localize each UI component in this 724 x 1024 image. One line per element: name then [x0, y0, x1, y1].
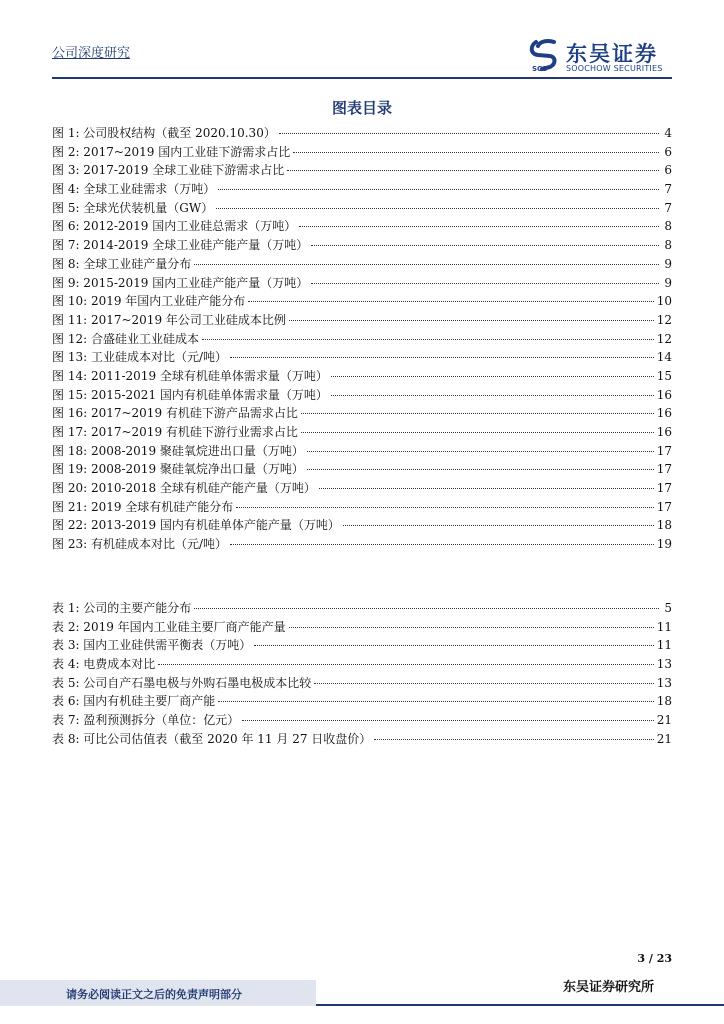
toc-leader-dots	[311, 283, 659, 284]
toc-entry-page: 21	[656, 731, 672, 746]
toc-entry-label: 图 16: 2017~2019 有机硅下游产品需求占比	[52, 406, 298, 421]
toc-entry-label: 表 8: 可比公司估值表（截至 2020 年 11 月 27 日收盘价）	[52, 731, 372, 746]
toc-entry[interactable]	[52, 711, 672, 730]
toc-leader-dots	[230, 544, 654, 545]
toc-leader-dots	[218, 701, 653, 702]
toc-entry-page: 15	[656, 368, 672, 383]
toc-entry-label: 图 7: 2014-2019 全球工业硅产能产量（万吨）	[52, 238, 309, 253]
toc-entry-label: 表 5: 公司自产石墨电极与外购石墨电极成本比较	[52, 675, 312, 690]
toc-entry-label: 表 3: 国内工业硅供需平衡表（万吨）	[52, 638, 252, 653]
toc-entry-label: 图 5: 全球光伏装机量（GW）	[52, 200, 214, 215]
toc-entry[interactable]	[52, 143, 672, 162]
toc-entry[interactable]	[52, 423, 672, 442]
toc-entry[interactable]	[52, 498, 672, 517]
company-logo	[528, 38, 678, 74]
toc-entry-label: 表 6: 国内有机硅主要厂商产能	[52, 694, 216, 709]
toc-leader-dots	[242, 720, 653, 721]
toc-entry-page: 17	[656, 462, 672, 477]
toc-entry[interactable]	[52, 479, 672, 498]
toc-entry[interactable]	[52, 655, 672, 674]
toc-leader-dots	[307, 469, 654, 470]
toc-entry-label: 图 20: 2010-2018 全球有机硅产能产量（万吨）	[52, 481, 316, 496]
toc-entry-page: 8	[664, 238, 672, 253]
toc-leader-dots	[218, 189, 659, 190]
figure-list	[52, 124, 672, 554]
toc-entry[interactable]	[52, 180, 672, 199]
toc-entry[interactable]	[52, 692, 672, 711]
toc-entry-label: 图 6: 2012-2019 国内工业硅总需求（万吨）	[52, 219, 297, 234]
toc-entry-page: 13	[656, 657, 672, 672]
toc-leader-dots	[236, 507, 653, 508]
logo-chinese-name: 东吴证券	[566, 42, 658, 66]
toc-entry[interactable]	[52, 274, 672, 293]
toc-leader-dots	[158, 664, 653, 665]
toc-entry[interactable]	[52, 674, 672, 693]
toc-entry-page: 6	[664, 163, 672, 178]
toc-entry-page: 16	[656, 387, 672, 402]
toc-leader-dots	[293, 152, 659, 153]
toc-entry[interactable]	[52, 730, 672, 749]
toc-entry-page: 12	[656, 312, 672, 327]
toc-entry-label: 图 23: 有机硅成本对比（元/吨）	[52, 537, 227, 552]
toc-entry[interactable]	[52, 236, 672, 255]
toc-entry-page: 21	[656, 713, 672, 728]
toc-entry-page: 7	[664, 182, 672, 197]
toc-leader-dots	[299, 226, 659, 227]
svg-text:SCS: SCS	[532, 65, 548, 72]
report-category: 公司深度研究	[52, 46, 131, 61]
toc-entry[interactable]	[52, 460, 672, 479]
toc-entry-label: 图 19: 2008-2019 聚硅氧烷净出口量（万吨）	[52, 462, 304, 477]
toc-entry[interactable]	[52, 292, 672, 311]
toc-entry-page: 9	[664, 275, 672, 290]
toc-entry-label: 图 2: 2017~2019 国内工业硅下游需求占比	[52, 144, 291, 159]
toc-leader-dots	[254, 645, 653, 646]
toc-entry-page: 18	[656, 694, 672, 709]
toc-entry-page: 11	[656, 619, 672, 634]
toc-entry-label: 表 1: 公司的主要产能分布	[52, 601, 192, 615]
toc-entry-page: 17	[656, 499, 672, 514]
toc-entry-page: 16	[656, 425, 672, 439]
toc-entry-label: 图 12: 合盛硅业工业硅成本	[52, 331, 199, 346]
toc-leader-dots	[194, 608, 659, 609]
toc-entry-label: 图 10: 2019 年国内工业硅产能分布	[52, 294, 246, 309]
toc-leader-dots	[248, 301, 653, 302]
toc-entry-page: 5	[664, 601, 672, 615]
toc-entry-page: 4	[664, 126, 672, 140]
toc-title: 图表目录	[331, 99, 392, 117]
toc-entry[interactable]	[52, 124, 672, 143]
toc-entry-label: 图 18: 2008-2019 聚硅氧烷进出口量（万吨）	[52, 443, 304, 458]
toc-entry-label: 表 4: 电费成本对比	[52, 657, 156, 672]
toc-leader-dots	[374, 739, 653, 740]
toc-entry-page: 11	[656, 638, 672, 653]
toc-leader-dots	[331, 395, 654, 396]
toc-leader-dots	[279, 133, 659, 134]
toc-entry-page: 16	[656, 406, 672, 421]
toc-entry[interactable]	[52, 161, 672, 180]
toc-entry-label: 表 7: 盈利预测拆分（单位：亿元）	[52, 713, 240, 728]
toc-leader-dots	[343, 525, 654, 526]
toc-entry[interactable]	[52, 330, 672, 349]
toc-leader-dots	[194, 264, 659, 265]
toc-entry-page: 7	[664, 200, 672, 215]
toc-leader-dots	[301, 432, 654, 433]
toc-entry-label: 图 14: 2011-2019 全球有机硅单体需求量（万吨）	[52, 368, 328, 383]
toc-entry[interactable]	[52, 599, 672, 618]
toc-entry-label: 图 21: 2019 全球有机硅产能分布	[52, 499, 234, 514]
toc-entry-label: 图 1: 公司股权结构（截至 2020.10.30）	[52, 126, 276, 140]
toc-leader-dots	[331, 376, 654, 377]
toc-entry-page: 17	[656, 443, 672, 458]
toc-entry[interactable]	[52, 255, 672, 274]
toc-entry-page: 9	[664, 256, 672, 271]
page-number: 3 / 23	[637, 952, 672, 965]
toc-leader-dots	[287, 170, 659, 171]
toc-leader-dots	[301, 413, 654, 414]
footer-disclaimer: 请务必阅读正文之后的免责声明部分	[66, 988, 242, 1001]
toc-entry-page: 10	[656, 294, 672, 309]
toc-entry-label: 图 4: 全球工业硅需求（万吨）	[52, 182, 216, 197]
toc-leader-dots	[289, 320, 654, 321]
toc-entry-label: 表 2: 2019 年国内工业硅主要厂商产能产量	[52, 619, 286, 634]
toc-entry-label: 图 15: 2015-2021 国内有机硅单体需求量（万吨）	[52, 387, 328, 402]
footer-divider	[316, 1004, 724, 1006]
toc-entry-label: 图 3: 2017-2019 全球工业硅下游需求占比	[52, 163, 285, 178]
toc-entry-label: 图 9: 2015-2019 国内工业硅产能产量（万吨）	[52, 275, 309, 290]
table-list	[52, 599, 672, 749]
toc-leader-dots	[289, 627, 654, 628]
toc-entry[interactable]	[52, 367, 672, 386]
logo-english-name: SOOCHOW SECURITIES	[566, 64, 663, 73]
toc-entry[interactable]	[52, 217, 672, 236]
toc-entry[interactable]	[52, 386, 672, 405]
footer-organization: 东吴证券研究所	[562, 980, 654, 995]
toc-leader-dots	[216, 208, 659, 209]
toc-entry-label: 图 11: 2017~2019 年公司工业硅成本比例	[52, 312, 286, 327]
toc-entry-label: 图 22: 2013-2019 国内有机硅单体产能产量（万吨）	[52, 518, 340, 533]
toc-entry[interactable]	[52, 516, 672, 535]
toc-entry-page: 14	[656, 350, 672, 365]
toc-leader-dots	[230, 357, 654, 358]
toc-entry-page: 19	[656, 537, 672, 552]
toc-entry[interactable]	[52, 311, 672, 330]
toc-entry-label: 图 13: 工业硅成本对比（元/吨）	[52, 350, 227, 365]
toc-leader-dots	[307, 451, 654, 452]
toc-entry-label: 图 17: 2017~2019 有机硅下游行业需求占比	[52, 425, 298, 439]
toc-leader-dots	[202, 339, 654, 340]
toc-entry[interactable]	[52, 404, 672, 423]
toc-entry[interactable]	[52, 442, 672, 461]
toc-entry-page: 17	[656, 481, 672, 496]
logo-mark-icon	[528, 38, 562, 72]
toc-leader-dots	[319, 488, 654, 489]
toc-leader-dots	[311, 245, 659, 246]
toc-entry-page: 12	[656, 331, 672, 346]
toc-leader-dots	[314, 683, 653, 684]
toc-entry-page: 18	[656, 518, 672, 533]
toc-entry-label: 图 8: 全球工业硅产量分布	[52, 256, 192, 271]
toc-entry[interactable]	[52, 348, 672, 367]
toc-entry[interactable]	[52, 636, 672, 655]
toc-entry-page: 13	[656, 675, 672, 690]
header-divider	[52, 77, 672, 79]
toc-entry[interactable]	[52, 618, 672, 637]
toc-entry[interactable]	[52, 535, 672, 554]
toc-entry-page: 8	[664, 219, 672, 234]
toc-entry[interactable]	[52, 199, 672, 218]
toc-entry-page: 6	[664, 144, 672, 159]
